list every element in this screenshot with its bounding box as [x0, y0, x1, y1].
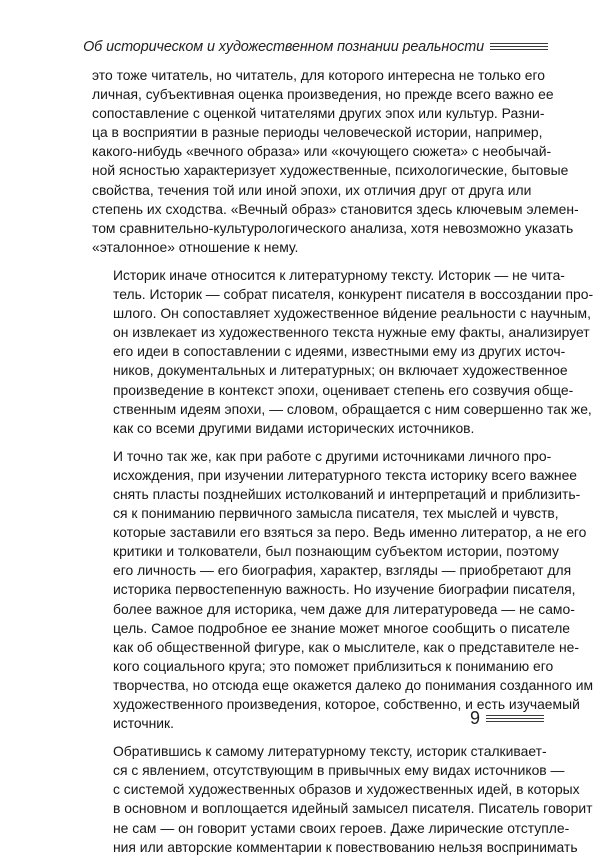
paragraph — [92, 742, 593, 857]
text-line: как об общественной фигуре, как о мыслителе, как о представителе не- — [113, 638, 580, 655]
text-line: историка первостепенную важность. Но изучение биографии писателя, — [113, 581, 576, 598]
text-line: цель. Самое подробное ее знание может многое сообщить о писателе — [113, 619, 571, 636]
running-header-title: Об историческом и художественном познании реальности — [83, 39, 484, 55]
text-line: произведение в контекст эпохи, оценивает степень его созвучия обще- — [113, 381, 574, 398]
text-line: снять пласты позднейших истолкований и интерпретаций и приблизить- — [113, 485, 581, 502]
text-line: Историк иначе относится к литературному тексту. Историк — не чита- — [113, 266, 565, 283]
paragraph — [92, 266, 594, 438]
text-line: ца в восприятии в разные периоды человеческой истории, например, — [92, 124, 543, 141]
text-line: том сравнительно-культурологического анализа, хотя невозможно указать — [92, 219, 574, 236]
text-line: художественного произведения, которое, собственно, и есть изучаемый — [113, 696, 580, 712]
header-ornament-rules — [490, 43, 548, 52]
text-line: сопоставление с оценкой читателями других эпох или культур. Разни- — [92, 105, 545, 122]
body-text — [92, 66, 594, 857]
text-line: свойства, течения той или иной эпохи, их отличия друг от друга или — [92, 181, 532, 198]
text-line: его идеи в сопоставлении с идеями, известными ему из других источ- — [113, 343, 566, 360]
page-footer — [0, 708, 600, 732]
running-header — [0, 38, 600, 58]
text-line: шлого. Он сопоставляет художественное ви́дение реальности с научным, — [113, 305, 591, 322]
paragraph — [92, 66, 579, 257]
text-line: ся к пониманию первичного замысла писателя, тех мыслей и чувств, — [113, 505, 559, 522]
text-line: И точно так же, как при работе с другими источниками личного про- — [113, 447, 552, 464]
paragraph — [92, 447, 594, 733]
text-line: личная, субъективная оценка произведения, но прежде всего важно ее — [92, 86, 554, 103]
text-line: ся с явлением, отсутствующим в привычных ему видах источников — — [113, 762, 565, 779]
text-line: ников, документальных и литературных; он включает художественное — [113, 362, 568, 379]
text-line: какого-нибудь «вечного образа» или «кочующего сюжета» с необычай- — [92, 143, 552, 160]
text-line: ной ясностью характеризует художественные, психологические, бытовые — [92, 162, 569, 179]
text-line: его личность — его биография, характер, взгляды — приобретают для — [113, 562, 572, 579]
text-line: ния или авторские комментарии к повествованию нельзя воспринимать — [113, 838, 578, 855]
text-line: Обратившись к самому литературному тексту, историк сталкивает- — [113, 743, 547, 760]
footer-ornament-rules — [486, 715, 544, 724]
text-line: творчества, но отсюда еще окажется далеко до понимания созданного им — [113, 676, 594, 693]
text-line: более важное для историка, чем даже для литературоведа — не само- — [113, 600, 575, 617]
text-line: ственным идеям эпохи, — словом, обращается с ним совершенно так же, — [113, 400, 592, 417]
text-line: это тоже читатель, но читатель, для которого интересна не только его — [92, 67, 546, 83]
text-line: которые заставили его взяться за перо. Ведь именно литератор, а не его — [113, 524, 587, 541]
text-line: исхождения, при изучении литературного текста историку всего важнее — [113, 466, 578, 483]
text-line: критики и толкователи, был познающим субъектом истории, поэтому — [113, 543, 559, 560]
text-line: тель. Историк — собрат писателя, конкурент писателя в воссоздании про- — [113, 286, 594, 303]
text-line: не сам — он говорит устами своих героев. Даже лирические отступле- — [113, 819, 570, 836]
text-line: кого социального круга; это поможет приблизиться к пониманию его — [113, 657, 554, 674]
text-line: источник. — [113, 715, 174, 732]
text-line: степень их сходства. «Вечный образ» становится здесь ключевым элемен- — [92, 200, 579, 217]
page-number: 9 — [469, 708, 480, 728]
text-line: «эталонное» отношение к нему. — [92, 238, 299, 255]
text-line: с системой художественных образов и художественных идей, в которых — [113, 781, 580, 798]
text-line: в основном и воплощается идейный замысел писателя. Писатель говорит — [113, 800, 593, 817]
text-line: как со всеми другими видами исторических источников. — [113, 419, 475, 436]
text-line: он извлекает из художественного текста нужные ему факты, анализирует — [113, 324, 590, 341]
